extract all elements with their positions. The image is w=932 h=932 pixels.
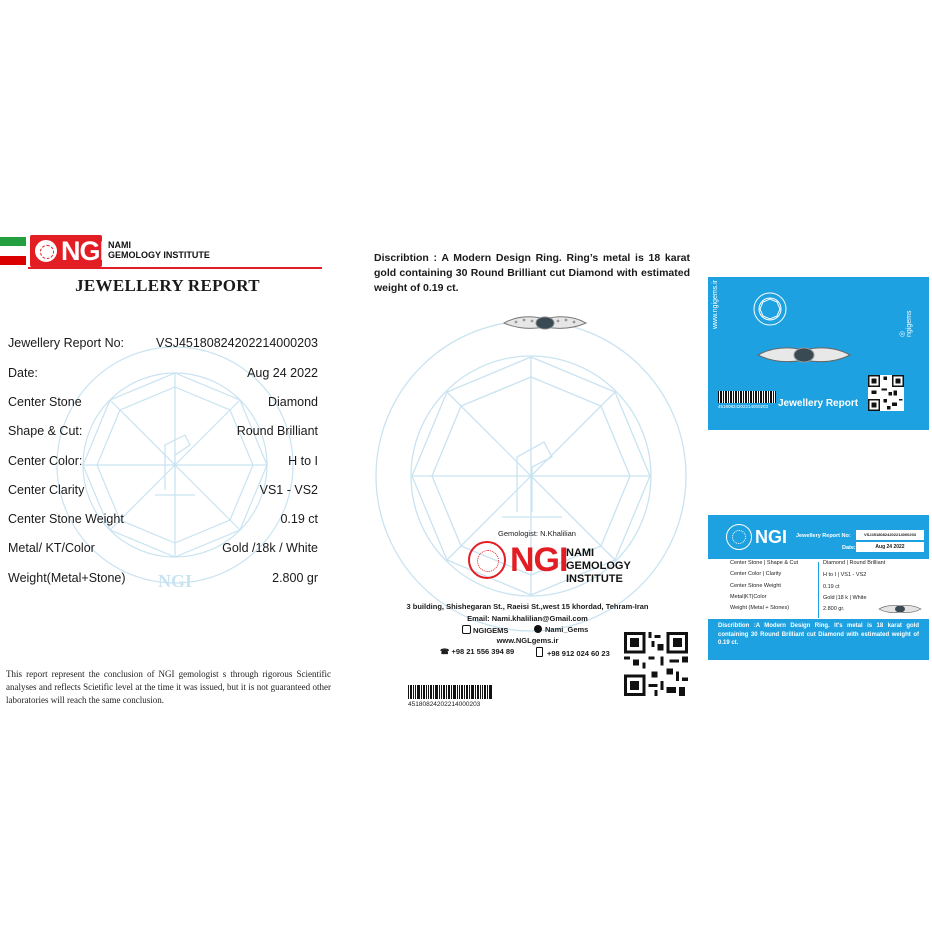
- field-label: Shape & Cut:: [8, 424, 83, 438]
- field-label: Jewellery Report No:: [8, 336, 125, 350]
- institute-line1: NAMI: [108, 240, 131, 250]
- instagram-handle[interactable]: [462, 625, 508, 635]
- row-value: Gold |18 k | White: [823, 595, 867, 601]
- report-front: [0, 225, 335, 725]
- seal-icon: [468, 541, 506, 579]
- address: 3 building, Shishegaran St., Raeisi St.,west 15 khordad, Tehram-Iran: [406, 602, 649, 611]
- row-value: Diamond | Round Brilliant: [823, 560, 886, 566]
- field-label: Center Stone Weight: [8, 512, 124, 526]
- logo-text: NGI: [755, 527, 788, 547]
- ring-image: [502, 311, 588, 335]
- field-stone-weight: [8, 512, 318, 532]
- date-value: Aug 24 2022: [856, 542, 924, 552]
- field-value: Diamond: [267, 395, 318, 409]
- field-report-no: [8, 336, 318, 356]
- phone-landline: [440, 647, 514, 656]
- report-no-value: VSJ45180824202214000203: [856, 530, 924, 540]
- seal-icon: [752, 291, 788, 327]
- field-label: Weight(Metal+Stone): [8, 571, 126, 585]
- ngi-logo: [30, 235, 107, 267]
- barcode-number: 45180824202214000203: [718, 404, 769, 409]
- instagram-icon: [462, 625, 471, 634]
- column-divider: [818, 562, 819, 618]
- field-label: Center Clarity: [8, 483, 85, 497]
- report-back: [360, 245, 695, 720]
- field-center-stone: [8, 395, 318, 415]
- row-label: Center Stone Weight: [730, 583, 781, 589]
- row-value: H to I | VS1 - VS2: [823, 572, 867, 578]
- card-front: [708, 277, 929, 430]
- disclaimer: This report represent the conclusion of NGI gemologist s through rigorous Scientific analyses and reflects Scietific level at the time it was issued, but it is not guaranteed other laboratories will reach the same conclusion.: [6, 669, 331, 705]
- gemologist-name: Gemologist: N.Khalilian: [498, 529, 576, 538]
- field-value: Gold /18k / White: [222, 541, 318, 555]
- watermark-seal-icon: [372, 317, 690, 635]
- row-value: 0.19 ct: [823, 584, 840, 590]
- field-metal: [8, 541, 318, 561]
- field-date: [8, 366, 318, 386]
- field-value: Aug 24 2022: [247, 366, 318, 380]
- phone-mobile: [536, 647, 610, 658]
- row-label: Weight (Metal + Stones): [730, 605, 790, 611]
- institute-line2: GEMOLOGY INSTITUTE: [566, 560, 631, 585]
- qr-code-icon[interactable]: [624, 632, 688, 696]
- card-description: Discribtion :A Modern Design Ring. It's metal is 18 karat gold containing 30 Round Brilliant cut Diamond with estimated weight of 0.19 ct.: [708, 619, 929, 660]
- iran-flag-icon: [0, 237, 26, 265]
- institute-line1: NAMI: [566, 547, 595, 559]
- row-value: 2.800 gr.: [823, 606, 845, 612]
- date-label: Date:: [842, 545, 856, 551]
- field-value: 2.800 gr: [272, 571, 318, 585]
- website-vertical: www.ngigems.ir: [712, 279, 719, 329]
- ring-image: [756, 341, 852, 369]
- card-header: [708, 515, 929, 559]
- row-label: Center Color | Clarity: [730, 571, 782, 577]
- field-value: H to I: [288, 454, 318, 468]
- description: Discribtion : A Modern Design Ring. Ring’s metal is 18 karat gold containing 30 Round Brilliant cut Diamond with estimated weight of 0.19 ct.: [374, 252, 690, 294]
- card-back: [708, 515, 929, 660]
- seal-icon: [726, 524, 752, 550]
- field-label: Center Color:: [8, 454, 83, 468]
- institute-name: [108, 240, 210, 260]
- mobile-icon: [536, 647, 543, 657]
- field-center-color: [8, 454, 318, 474]
- ring-image: [878, 602, 922, 616]
- telegram-handle[interactable]: [534, 625, 588, 634]
- header-divider: [28, 267, 322, 269]
- instagram-vertical: [898, 306, 913, 337]
- email: Email: Nami.khalilian@Gmail.com: [467, 614, 588, 623]
- field-value: 0.19 ct: [280, 512, 318, 526]
- qr-code-icon[interactable]: [868, 375, 904, 411]
- instagram-text: NGIGEMS: [473, 626, 509, 635]
- field-value: VS1 - VS2: [259, 483, 318, 497]
- barcode-icon: [718, 391, 776, 403]
- field-total-weight: [8, 571, 318, 591]
- website[interactable]: www.NGLgems.ir: [496, 636, 559, 645]
- card-title: Jewellery Report: [778, 398, 859, 409]
- row-label: Metal|KT|Color: [730, 594, 767, 600]
- barcode-icon: [408, 685, 492, 699]
- logo-text: NGI: [61, 236, 107, 266]
- report-no-label: Jewellery Report No:: [796, 533, 851, 539]
- field-shape-cut: [8, 424, 318, 444]
- logo-text: NGI: [510, 541, 568, 579]
- ngi-logo-large: [468, 541, 668, 583]
- phone2-text: +98 912 024 60 23: [547, 649, 610, 658]
- barcode-number: 45180824202214000203: [408, 701, 481, 708]
- phone-icon: ☎: [440, 647, 452, 656]
- field-label: Metal/ KT/Color: [8, 541, 95, 555]
- telegram-text: Nami_Gems: [545, 625, 589, 634]
- field-label: Date:: [8, 366, 38, 380]
- instagram-vertical-text: ngigems: [906, 310, 913, 337]
- row-label: Center Stone | Shape & Cut: [730, 560, 799, 566]
- instagram-icon: ◎: [899, 330, 906, 337]
- field-value: Round Brilliant: [236, 424, 318, 438]
- field-value: VSJ45180824202214000203: [156, 336, 318, 350]
- telegram-icon: [534, 625, 542, 633]
- phone1-text: +98 21 556 394 89: [451, 647, 515, 656]
- watermark-label: NGI: [157, 571, 193, 591]
- field-label: Center Stone: [8, 395, 82, 409]
- field-center-clarity: [8, 483, 318, 503]
- report-title: JEWELLERY REPORT: [75, 276, 260, 295]
- institute-line2: GEMOLOGY INSTITUTE: [108, 250, 210, 260]
- seal-icon: [33, 238, 59, 264]
- institute-name: [566, 547, 668, 586]
